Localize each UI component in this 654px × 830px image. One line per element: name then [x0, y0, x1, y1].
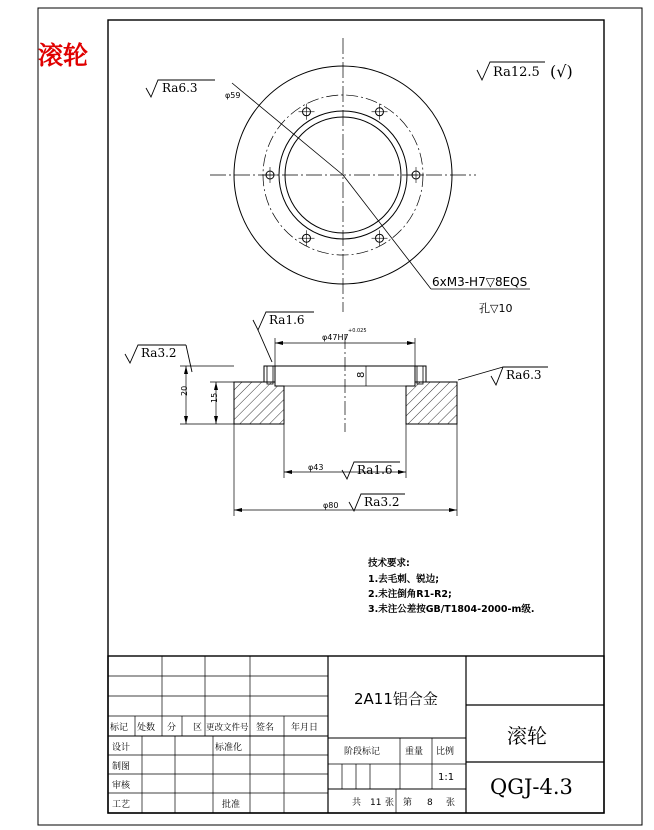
standardize-label: 标准化 [215, 743, 243, 753]
sheet-count [352, 796, 455, 808]
tech-requirement-3: 3.未注公差按GB/T1804-2000-m级. [368, 604, 535, 615]
scale-value: 1:1 [438, 772, 455, 783]
sign-row-process: 工艺 [112, 800, 131, 810]
part-name: 滚轮 [507, 724, 547, 748]
sign-row-review: 审核 [112, 781, 131, 791]
roughness-section-right: Ra6.3 [506, 368, 542, 382]
section-outline-top [234, 366, 457, 382]
material: 2A11铝合金 [354, 690, 438, 708]
rev-header-date: 年月日 [291, 723, 319, 733]
sheet-no: 8 [427, 798, 433, 808]
sign-row-drafting: 制图 [112, 762, 131, 772]
roughness-top-left: Ra6.3 [162, 81, 198, 95]
roughness-bore: Ra1.6 [357, 463, 393, 477]
roughness-outer: Ra3.2 [364, 495, 400, 509]
rev-header-division: 分 [167, 723, 177, 733]
hole-callout: 6xM3-H7▽8EQS [432, 275, 528, 289]
pcd-dimension: φ59 [225, 91, 241, 100]
section-dimension-lines [180, 338, 457, 516]
hole-depth-callout: 孔▽10 [479, 302, 513, 315]
tech-requirement-2: 2.未注倒角R1-R2; [368, 589, 452, 600]
scale-label: 比例 [436, 747, 455, 757]
corner-title: 滚轮 [38, 41, 89, 70]
weight-label: 重量 [405, 747, 424, 757]
height-body-dimension: 15 [210, 392, 219, 403]
outer-dimension: φ80 [323, 501, 339, 510]
tech-requirements [367, 557, 534, 615]
roughness-general-suffix: (√) [550, 62, 573, 81]
sheets-total-label: 共 [352, 798, 362, 808]
sign-row-design: 设计 [112, 743, 131, 753]
recess-tolerance: +0.025 [348, 328, 367, 334]
hole-leader [343, 175, 431, 289]
tech-requirements-title: 技术要求: [368, 558, 410, 569]
pcd-leader [232, 83, 343, 175]
tech-requirement-1: 1.去毛刺、锐边; [368, 574, 440, 585]
rev-header-zone: 区 [193, 723, 203, 733]
recess-dimension: φ47H7 [322, 333, 349, 342]
sheets-unit: 张 [385, 798, 395, 808]
rev-header-mark: 标记 [110, 723, 129, 733]
section-wall-right [406, 382, 457, 424]
roughness-general: Ra12.5 [493, 65, 540, 80]
section-thread-hole-right [417, 366, 423, 384]
revision-headers [110, 721, 318, 733]
section-dimension-arrows [184, 341, 457, 512]
height-total-dimension: 20 [180, 385, 189, 396]
section-thread-hole-left [267, 366, 273, 384]
section-wall-left [234, 382, 284, 424]
section-view [125, 312, 548, 516]
sheets-total: 11 [370, 798, 382, 808]
rev-header-change-doc: 更改文件号 [206, 723, 249, 733]
approve-label: 批准 [222, 800, 241, 810]
roughness-section-left: Ra3.2 [141, 346, 177, 360]
bore-dimension: φ43 [308, 463, 324, 472]
stage-label: 阶段标记 [344, 747, 381, 757]
groove-dimension: 8 [356, 371, 367, 378]
drawing-number: QGJ-4.3 [490, 775, 573, 799]
rev-header-count: 处数 [137, 723, 156, 733]
sheet-no-label: 第 [403, 798, 413, 808]
roughness-section-top: Ra1.6 [269, 313, 305, 327]
sheet-no-unit: 张 [446, 798, 456, 808]
outer-frame [38, 8, 642, 825]
rev-header-signature: 签名 [256, 723, 275, 733]
